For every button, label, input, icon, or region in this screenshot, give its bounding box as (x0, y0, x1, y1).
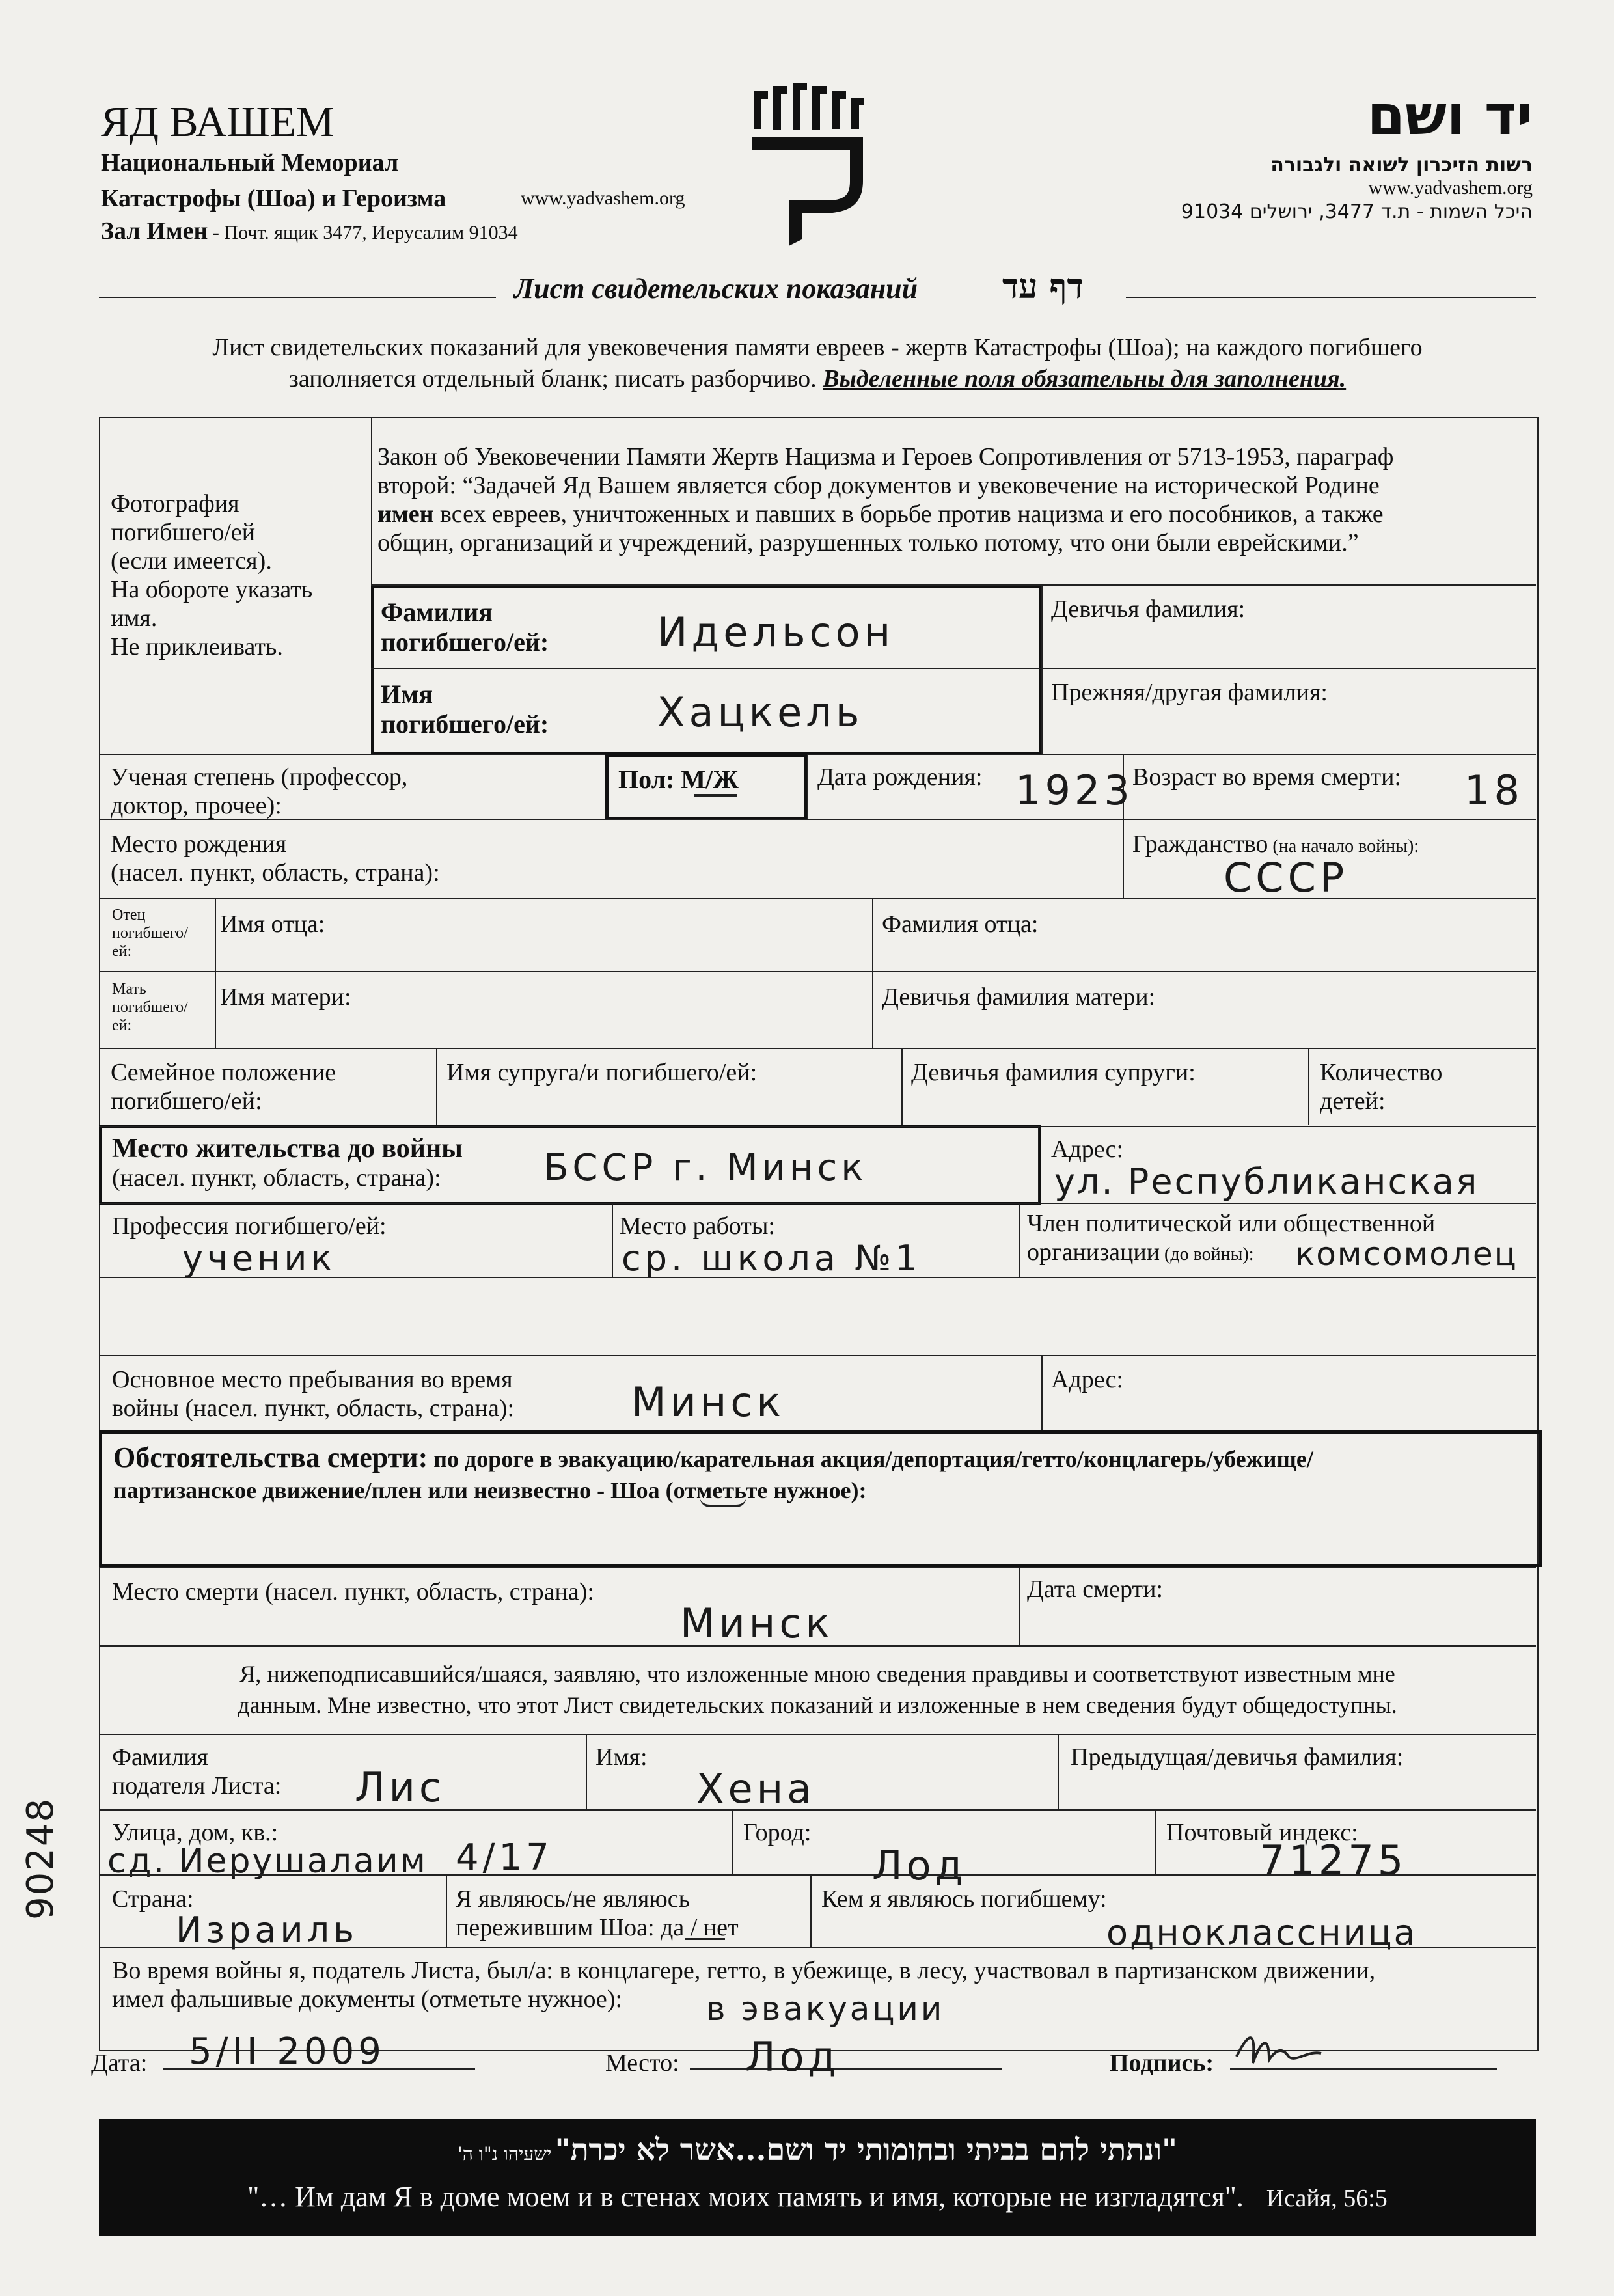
war-place-label: Основное место пребывания во время войны (насел. пункт, область, страна): (112, 1366, 515, 1422)
hebrew-source: ישעיהו נ"ו ה' (458, 2143, 552, 2165)
age-value[interactable]: 18 (1464, 767, 1524, 814)
signature-mark[interactable] (1230, 2024, 1328, 2070)
website-ru[interactable]: www.yadvashem.org (521, 187, 685, 209)
yad-vashem-logo (748, 83, 869, 246)
org-line1-he: רשות הזיכרון לשואה ולגבורה (1270, 154, 1533, 176)
intro-line-1: Лист свидетельских показаний для увековечения памяти евреев - жертв Катастрофы (Шоа); на каждого погибшего (212, 334, 1423, 361)
survivor-options[interactable]: да / нет (661, 1914, 739, 1941)
intro-text (99, 332, 1536, 394)
mother-section-label: Мать погибшего/ ей: (112, 981, 188, 1034)
country-label: Страна: (112, 1885, 194, 1913)
form-title-ru: Лист свидетельских показаний (514, 273, 918, 305)
victim-name-label: Имя погибшего/ей: (381, 679, 549, 739)
mother-name-label: Имя матери: (220, 983, 351, 1011)
profession-value[interactable]: ученик (182, 1238, 336, 1279)
war-address-label: Адрес: (1051, 1366, 1124, 1393)
death-place-label: Место смерти (насел. пункт, область, страна): (112, 1578, 594, 1606)
marital-label: Семейное положение погибшего/ей: (111, 1059, 336, 1115)
member-value[interactable]: комсомолец (1295, 1235, 1518, 1273)
birthdate-label: Дата рождения: (817, 763, 983, 791)
website-he[interactable]: www.yadvashem.org (1368, 177, 1533, 198)
death-circumstances-text: Обстоятельства смерти: по дороге в эвакуацию/карательная акция/депортация/гетто/концлагерь/убежище/ партизанское движение/плен или неизвестно - Шоа (отметьте нужное): (113, 1442, 1313, 1503)
place-value[interactable]: Лод (745, 2033, 840, 2081)
victim-name-value[interactable]: Хацкель (657, 689, 864, 736)
street-label: Улица, дом, кв.: (112, 1819, 279, 1846)
postal-address: - Почт. ящик 3477, Иерусалим 91034 (208, 222, 518, 243)
org-name-he: יד ושם (1367, 83, 1533, 147)
hebrew-quote: "ונתתי להם בביתי ובחומותי יד ושם...אשר לא יכרת" (554, 2132, 1177, 2167)
city-label: Город: (743, 1819, 812, 1846)
war-place-value[interactable]: Минск (631, 1378, 785, 1426)
submitter-name-label: Имя: (595, 1743, 648, 1771)
victim-maiden-label: Девичья фамилия: (1051, 595, 1246, 623)
address-label: Адрес: (1051, 1136, 1124, 1163)
sex-label[interactable]: Пол: М/Ж (618, 765, 739, 794)
house-value[interactable]: 4/17 (456, 1837, 553, 1879)
bottom-banner (99, 2119, 1536, 2236)
profession-label: Профессия погибшего/ей: (112, 1212, 387, 1240)
date-label: Дата: (91, 2049, 148, 2077)
survivor-selection-mark (685, 1938, 725, 1940)
death-place-value[interactable]: Минск (680, 1600, 834, 1647)
org-name-ru: ЯД ВАШЕМ (101, 98, 335, 146)
relation-label: Кем я являюсь погибшему: (821, 1885, 1107, 1913)
country-value[interactable]: Израиль (176, 1909, 358, 1950)
member-label: Член политической или общественной организации (до войны): (1027, 1210, 1436, 1266)
wartime-status-value[interactable]: в эвакуации (706, 1990, 945, 2028)
org-line2-ru: Катастрофы (Шоа) и Героизма (101, 185, 446, 212)
org-line3-he: היכל השמות - ת.ד 3477, ירושלים 91034 (1181, 200, 1533, 223)
wartime-status-label: Во время войны я, податель Листа, был/а: в концлагере, гетто, в убежище, в лесу, участвовал в партизанском движении, имел фальшивые документы (отметьте нужное): (112, 1957, 1376, 2013)
address-value[interactable]: ул. Республиканская (1054, 1161, 1479, 1202)
zip-label: Почтовый индекс: (1166, 1819, 1358, 1846)
citizenship-label: Гражданство (на начало войны): (1132, 830, 1419, 858)
father-section-label: Отец погибшего/ ей: (112, 907, 188, 960)
spouse-name-label: Имя супруга/и погибшего/ей: (446, 1059, 758, 1086)
street-value[interactable]: сд. Иерушалаим (107, 1842, 428, 1881)
org-line1-ru: Национальный Мемориал (101, 149, 399, 176)
date-value[interactable]: 5/II 2009 (189, 2030, 385, 2073)
city-value[interactable]: Лод (872, 1842, 967, 1889)
relation-value[interactable]: одноклассница (1106, 1912, 1417, 1953)
side-archive-number: 90248 (20, 1797, 62, 1920)
residence-value[interactable]: БССР г. Минск (543, 1147, 868, 1189)
declaration-text: Я, нижеподписавшийся/шаяся, заявляю, что изложенные мною сведения правдивы и соответствуют известным мне данным. Мне известно, что этот Лист свидетельских показаний и изложенные в нем сведения будут общедоступны. (238, 1661, 1397, 1718)
workplace-label: Место работы: (620, 1212, 775, 1240)
intro-required-note: Выделенные поля обязательны для заполнения. (823, 365, 1347, 392)
age-label: Возраст во время смерти: (1132, 763, 1401, 791)
signature-label: Подпись: (1110, 2049, 1214, 2077)
victim-surname-label: Фамилия погибшего/ей: (381, 597, 549, 657)
spouse-maiden-label: Девичья фамилия супруги: (911, 1059, 1196, 1086)
photo-instructions: Фотография погибшего/ей (если имеется). На обороте указать имя. Не приклеивать. (111, 490, 313, 661)
sex-selection-mark (694, 794, 737, 797)
submitter-surname-value[interactable]: Лис (355, 1764, 446, 1811)
submitter-name-value[interactable]: Хена (696, 1765, 816, 1812)
russian-quote-line (99, 2180, 1536, 2213)
father-name-label: Имя отца: (220, 910, 325, 938)
place-label: Место: (605, 2049, 679, 2077)
intro-line-2: заполняется отдельный бланк; писать разборчиво. (288, 365, 823, 392)
father-surname-label: Фамилия отца: (882, 910, 1039, 938)
submitter-surname-label: Фамилия подателя Листа: (112, 1743, 282, 1799)
birthdate-value[interactable]: 1923 (1015, 767, 1134, 814)
mother-maiden-label: Девичья фамилия матери: (882, 983, 1156, 1011)
law-text: Закон об Увековечении Памяти Жертв Нацизма и Героев Сопротивления от 5713-1953, параграф второй: “Задачей Яд Вашем является сбор документов и увековечение на исторической Родине имен всех евреев, уничтоженных и павших в борьбе против нацизма и его пособников, а также общин, организаций и учреждений, разрушенных только потому, что они были еврейскими.” (377, 443, 1394, 556)
zip-value[interactable]: 71275 (1259, 1837, 1408, 1884)
hebrew-quote-line (99, 2132, 1536, 2167)
citizenship-value[interactable]: СССР (1224, 854, 1348, 901)
death-date-label: Дата смерти: (1027, 1576, 1164, 1603)
form-title-he: דף עד (1002, 267, 1084, 307)
victim-other-surname-label: Прежняя/другая фамилия: (1051, 679, 1328, 706)
victim-surname-value[interactable]: Идельсон (657, 608, 895, 656)
children-label: Количество детей: (1320, 1059, 1443, 1115)
russian-quote: "… Им дам Я в доме моем и в стенах моих память и имя, которые не изгладятся". (247, 2181, 1244, 2213)
survivor-label: Я являюсь/не являюсь пережившим Шоа: да / нет (456, 1885, 739, 1941)
residence-label: Место жительства до войны (насел. пункт, область, страна): (112, 1134, 463, 1192)
workplace-value[interactable]: ср. школа №1 (622, 1238, 922, 1279)
submitter-prev-surname-label: Предыдущая/девичья фамилия: (1071, 1743, 1404, 1771)
degree-label: Ученая степень (профессор, доктор, прочее): (111, 763, 408, 819)
place-line (690, 2068, 1002, 2070)
birthplace-label: Место рождения (насел. пункт, область, страна): (111, 830, 440, 886)
russian-source: Исайя, 56:5 (1266, 2185, 1388, 2212)
org-line3-ru (101, 217, 518, 245)
hall-of-names: Зал Имен (101, 217, 208, 245)
death-circumstance-selection-mark (700, 1497, 746, 1507)
